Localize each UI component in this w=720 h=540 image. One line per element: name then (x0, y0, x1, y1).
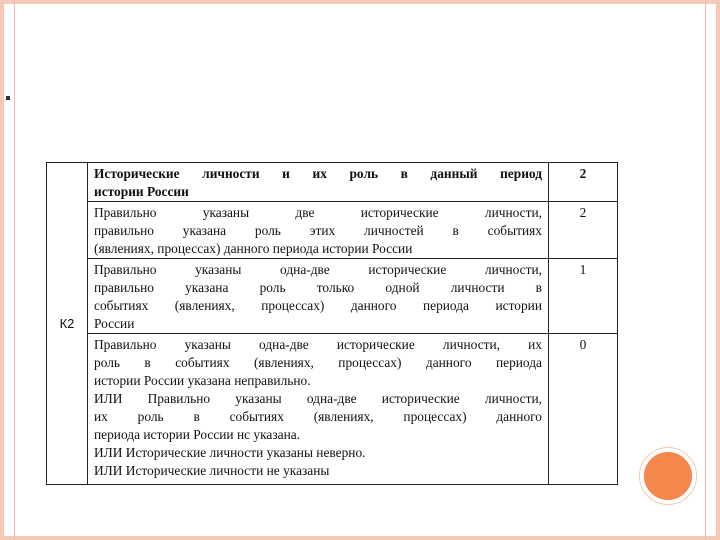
row-description (88, 202, 549, 259)
bullet-dot (6, 96, 10, 100)
desc-line: России (94, 316, 135, 331)
desc-line: (явлениях, процессах) данного периода истории России (94, 241, 413, 256)
desc-line: Правильно указаны две исторические личности, (94, 205, 542, 220)
row-description (88, 259, 549, 334)
desc-line: ИЛИ Исторические личности указаны неверно. (94, 445, 366, 460)
table-row (47, 334, 618, 485)
slide-frame-inner-right (705, 0, 706, 540)
slide-frame-left (0, 0, 4, 540)
slide-frame-top (0, 0, 720, 4)
table-row (47, 259, 618, 334)
desc-line: правильно указана роль этих личностей в событиях (94, 223, 542, 238)
row-description (88, 334, 549, 485)
orange-circle-icon (640, 448, 696, 504)
row-score: 0 (549, 334, 618, 485)
criterion-code: К2 (47, 163, 88, 485)
row-score: 2 (549, 202, 618, 259)
desc-line: ИЛИ Правильно указаны одна-две исторические личности, (94, 391, 542, 406)
row-score: 1 (549, 259, 618, 334)
desc-line: событиях (явлениях, процессах) данного периода истории (94, 298, 542, 313)
max-score: 2 (549, 163, 618, 202)
desc-line: истории России указана неправильно. (94, 373, 311, 388)
desc-line: периода истории России нс указана. (94, 427, 301, 442)
table-row (47, 202, 618, 259)
desc-line: правильно указана роль только одной личности в (94, 280, 542, 295)
desc-line: роль в событиях (явлениях, процессах) данного периода (94, 355, 542, 370)
title-line: Исторические личности и их роль в данный период (94, 166, 542, 181)
criteria-table (46, 162, 618, 485)
desc-line: Правильно указаны одна-две исторические личности, их (94, 337, 542, 352)
desc-line: Правильно указаны одна-две исторические личности, (94, 262, 542, 277)
header-row (47, 163, 618, 202)
slide-frame-right (716, 0, 720, 540)
desc-line: их роль в событиях (явлениях, процессах) данного (94, 409, 542, 424)
slide-frame-inner-left (14, 0, 15, 540)
title-line: истории России (94, 184, 189, 199)
criterion-title (88, 163, 549, 202)
slide-frame-bottom (0, 536, 720, 540)
desc-line: ИЛИ Исторические личности не указаны (94, 463, 330, 478)
